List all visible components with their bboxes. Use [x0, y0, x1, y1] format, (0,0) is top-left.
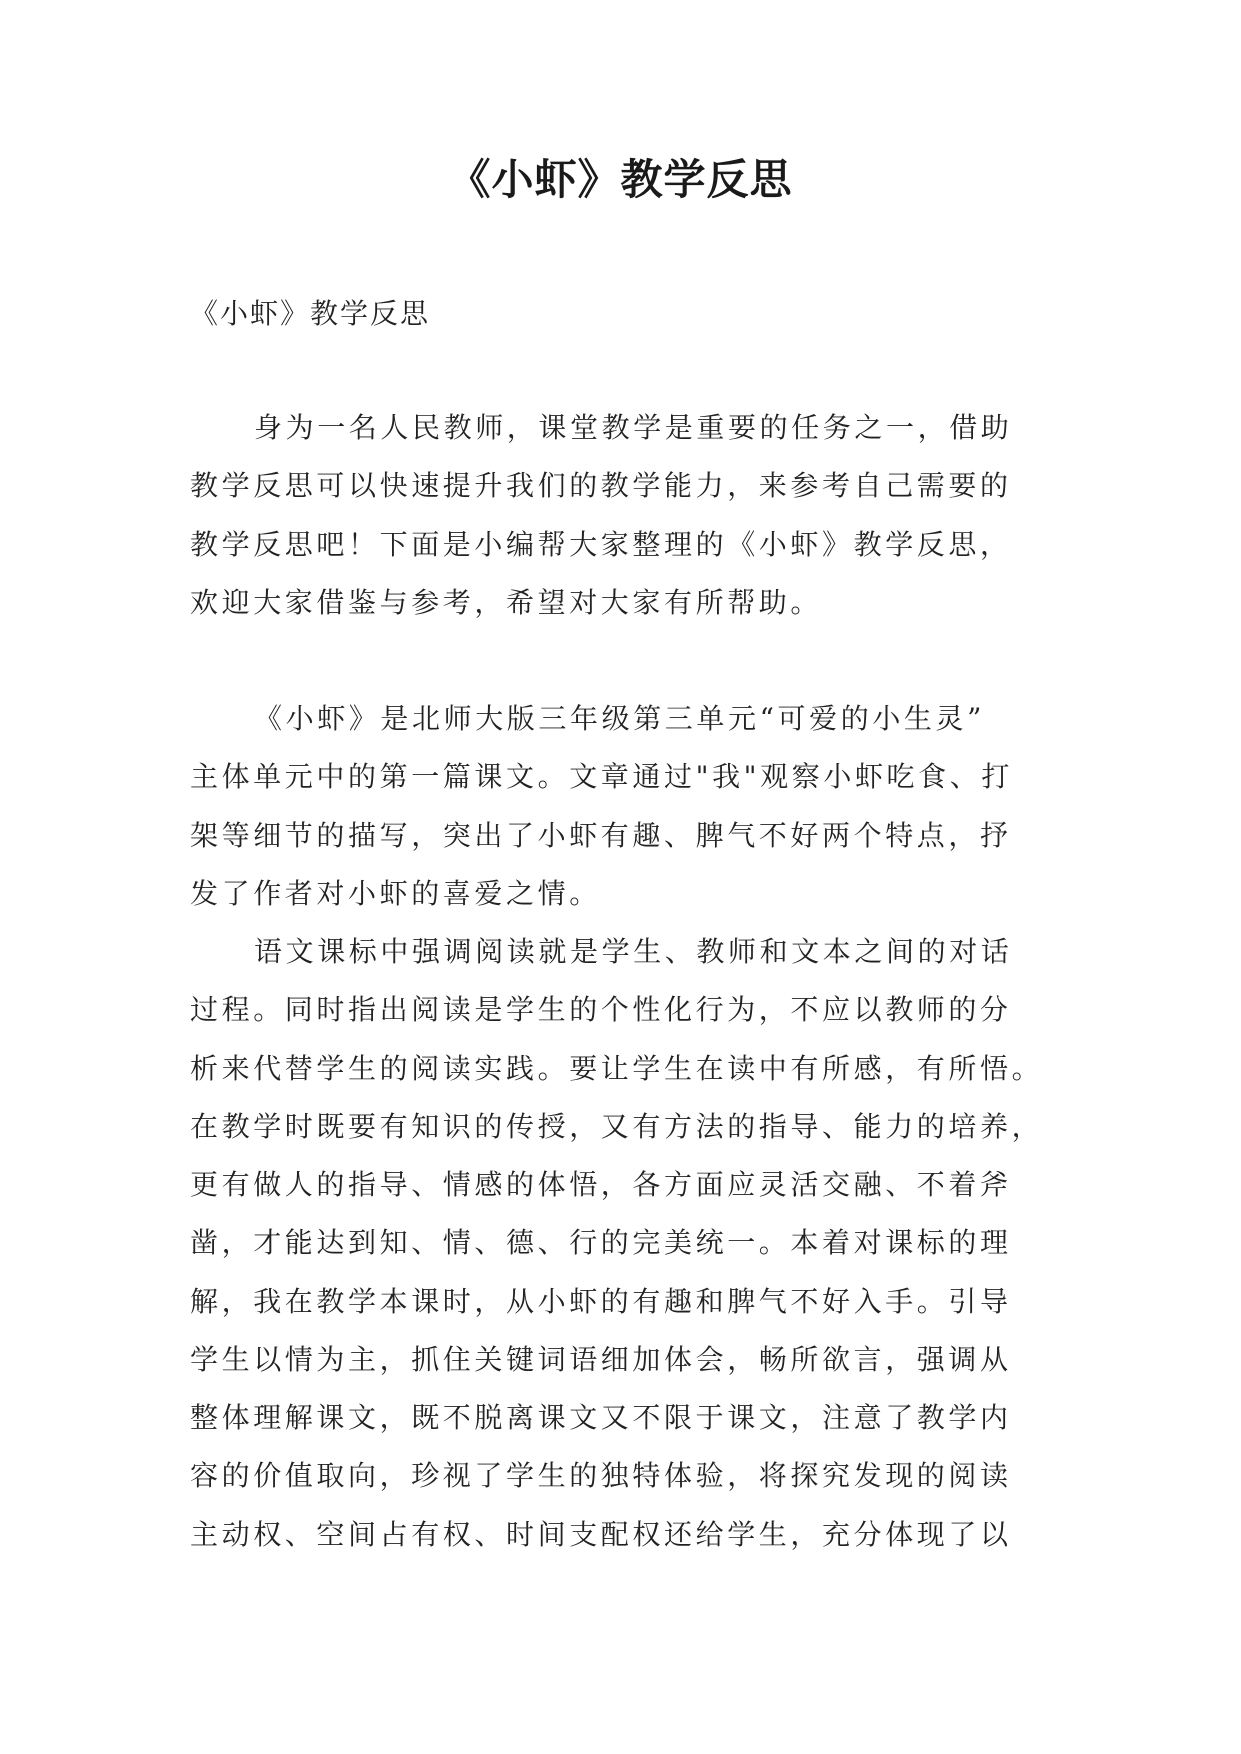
body-line: 语文课标中强调阅读就是学生、教师和文本之间的对话: [254, 935, 1013, 968]
body-line: 解，我在教学本课时，从小虾的有趣和脾气不好入手。引导: [190, 1285, 1012, 1318]
body-line: 教学反思吧！下面是小编帮大家整理的《小虾》教学反思，: [190, 528, 1012, 561]
body-line: 《小虾》是北师大版三年级第三单元“可爱的小生灵”: [254, 702, 986, 735]
document-title: 《小虾》教学反思: [448, 155, 793, 204]
body-line: 欢迎大家借鉴与参考，希望对大家有所帮助。: [190, 586, 823, 619]
body-line: 架等细节的描写，突出了小虾有趣、脾气不好两个特点，抒: [190, 819, 1012, 852]
body-line: 身为一名人民教师，课堂教学是重要的任务之一，借助: [254, 411, 1013, 444]
body-line: 容的价值取向，珍视了学生的独特体验，将探究发现的阅读: [190, 1459, 1012, 1492]
body-line: 更有做人的指导、情感的体悟，各方面应灵活交融、不着斧: [190, 1168, 1012, 1201]
body-line: 发了作者对小虾的喜爱之情。: [190, 877, 601, 910]
body-line: 在教学时既要有知识的传授，又有方法的指导、能力的培养，: [190, 1110, 1044, 1143]
body-line: 整体理解课文，既不脱离课文又不限于课文，注意了教学内: [190, 1401, 1012, 1434]
body-line: 学生以情为主，抓住关键词语细加体会，畅所欲言，强调从: [190, 1343, 1012, 1376]
document-subtitle: 《小虾》教学反思: [190, 297, 431, 330]
body-line: 主动权、空间占有权、时间支配权还给学生，充分体现了以: [190, 1518, 1012, 1551]
body-line: 过程。同时指出阅读是学生的个性化行为，不应以教师的分: [190, 993, 1012, 1026]
body-line: 凿，才能达到知、情、德、行的完美统一。本着对课标的理: [190, 1226, 1012, 1259]
body-line: 析来代替学生的阅读实践。要让学生在读中有所感，有所悟。: [190, 1052, 1044, 1085]
body-line: 主体单元中的第一篇课文。文章通过"我"观察小虾吃食、打: [190, 760, 1013, 793]
body-line: 教学反思可以快速提升我们的教学能力，来参考自己需要的: [190, 469, 1012, 502]
